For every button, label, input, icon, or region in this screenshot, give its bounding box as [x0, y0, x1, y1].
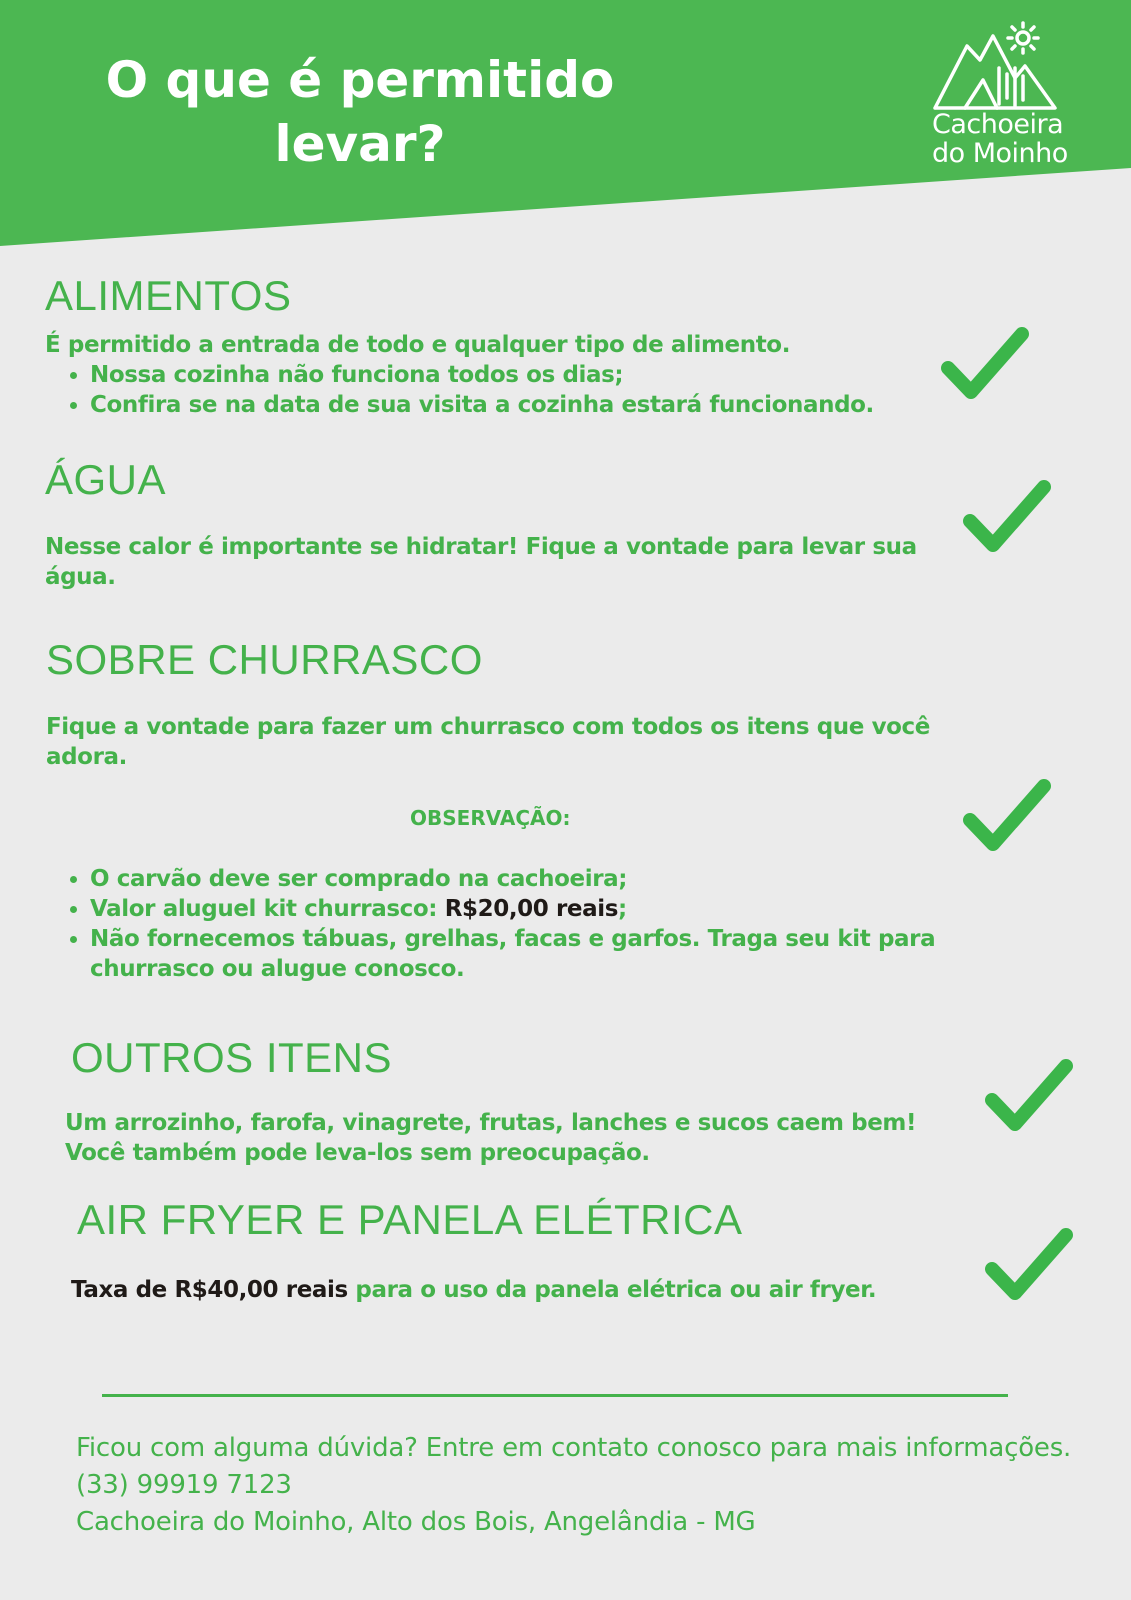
alimentos-list: [45, 360, 874, 420]
page-title: [60, 48, 660, 176]
airfryer-text-block: [71, 1275, 876, 1305]
agua-text-line2: água.: [45, 564, 116, 590]
list-item: [90, 924, 935, 984]
footer-divider: [102, 1394, 1008, 1397]
section-heading-airfryer: AIR FRYER E PANELA ELÉTRICA: [77, 1196, 743, 1243]
outros-text-line2: Você também pode leva-los sem preocupação.: [65, 1140, 650, 1166]
section-airfryer: [77, 1196, 742, 1244]
section-alimentos: [45, 272, 874, 420]
check-icon: [938, 326, 1030, 404]
check-icon: [982, 1058, 1074, 1136]
list-item-line1: Não fornecemos tábuas, grelhas, facas e garfos. Traga seu kit para: [90, 926, 936, 952]
check-icon: [960, 778, 1052, 856]
section-agua: [45, 456, 917, 592]
section-heading-agua: ÁGUA: [45, 456, 167, 503]
airfryer-description: para o uso da panela elétrica ou air fryer.: [347, 1277, 877, 1303]
list-item: • O carvão deve ser comprado na cachoeira;: [90, 864, 935, 894]
list-item: • Confira se na data de sua visita a cozinha estará funcionando.: [90, 390, 874, 420]
churrasco-text-line2: adora.: [46, 744, 127, 770]
section-churrasco: [46, 636, 930, 772]
kit-price: R$20,00 reais: [444, 896, 619, 922]
footer-contact-prompt: Ficou com alguma dúvida? Entre em contato conosco para mais informações.: [76, 1433, 1072, 1463]
agua-text-line1: Nesse calor é importante se hidratar! Fique a vontade para levar sua: [45, 534, 917, 560]
airfryer-price: Taxa de R$40,00 reais: [71, 1277, 348, 1303]
alimentos-intro: É permitido a entrada de todo e qualquer tipo de alimento.: [45, 332, 791, 358]
section-outros: [71, 1034, 392, 1082]
churrasco-list: [45, 864, 935, 984]
kit-suffix: ;: [618, 896, 627, 922]
churrasco-text: [46, 712, 930, 772]
churrasco-observations: [45, 864, 935, 984]
outros-text-block: [65, 1108, 916, 1168]
outros-text: [65, 1108, 916, 1168]
list-item-line2: churrasco ou alugue conosco.: [90, 956, 465, 982]
list-item: [90, 894, 935, 924]
check-icon: [960, 479, 1052, 557]
list-item: • Nossa cozinha não funciona todos os dias;: [90, 360, 874, 390]
page-title-line2: levar?: [274, 115, 446, 173]
page-title-line1: O que é permitido: [105, 51, 615, 109]
footer-address: Cachoeira do Moinho, Alto dos Bois, Angelândia - MG: [76, 1507, 756, 1537]
footer: [76, 1430, 1071, 1541]
observacao-label: OBSERVAÇÃO:: [410, 806, 571, 830]
logo-text-line2: do Moinho: [932, 138, 1068, 169]
kit-label: Valor aluguel kit churrasco:: [90, 896, 445, 922]
outros-text-line1: Um arrozinho, farofa, vinagrete, frutas, lanches e sucos caem bem!: [65, 1110, 917, 1136]
section-heading-alimentos: ALIMENTOS: [45, 272, 292, 319]
churrasco-text-line1: Fique a vontade para fazer um churrasco com todos os itens que você: [46, 714, 930, 740]
logo-text: [932, 110, 1068, 168]
airfryer-text: [71, 1275, 876, 1305]
section-heading-churrasco: SOBRE CHURRASCO: [46, 636, 483, 683]
section-heading-outros: OUTROS ITENS: [71, 1034, 393, 1081]
check-icon: [982, 1227, 1074, 1305]
agua-text: [45, 532, 917, 592]
footer-phone: (33) 99919 7123: [76, 1470, 292, 1500]
logo-text-line1: Cachoeira: [932, 109, 1064, 140]
